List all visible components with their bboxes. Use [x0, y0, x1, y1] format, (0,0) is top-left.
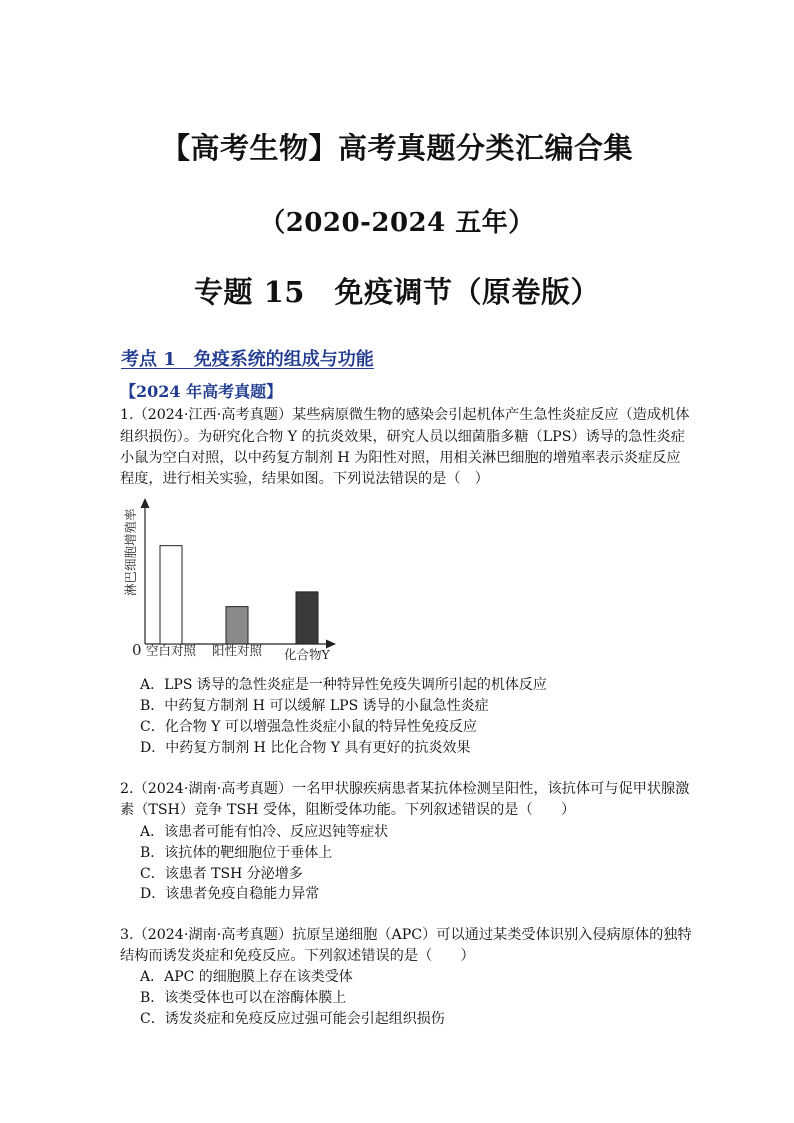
question-2-option-b: B．该抗体的靶细胞位于垂体上 [140, 845, 333, 861]
question-2-line-2: 素（TSH）竞争 TSH 受体，阻断受体功能。下列叙述错误的是（ ） [120, 802, 576, 818]
y-axis-arrow [141, 498, 150, 508]
bar-3 [296, 592, 318, 644]
y-axis-label: 淋巴细胞增殖率 [123, 508, 138, 596]
document-title: 【高考生物】高考真题分类汇编合集 [160, 131, 633, 165]
category-label-3: 化合物Y [284, 647, 330, 662]
category-label-2: 阳性对照 [212, 643, 263, 658]
question-1-option-b: B．中药复方制剂 H 可以缓解 LPS 诱导的小鼠急性炎症 [140, 698, 489, 714]
origin-label: 0 [132, 641, 142, 659]
question-1-option-c: C．化合物 Y 可以增强急性炎症小鼠的特异性免疫反应 [140, 719, 477, 735]
question-3-line-1: 3.（2024·湖南·高考真题）抗原呈递细胞（APC）可以通过某类受体识别入侵病原体的独特 [120, 927, 692, 943]
document-year-range: （2020-2024 五年） [259, 208, 535, 238]
question-2-option-a: A．该患者可能有怕冷、反应迟钝等症状 [140, 824, 389, 840]
question-1-option-a: A．LPS 诱导的急性炎症是一种特异性免疫失调所引起的机体反应 [140, 677, 547, 693]
bar-2 [226, 607, 248, 644]
category-label-1: 空白对照 [146, 643, 197, 658]
question-2-option-c: C．该患者 TSH 分泌增多 [140, 866, 303, 882]
question-3-line-2: 结构而诱发炎症和免疫反应。下列叙述错误的是（ ） [120, 948, 475, 964]
topic-title: 专题 15 免疫调节（原卷版） [194, 275, 600, 309]
question-2-option-d: D．该患者免疫自稳能力异常 [140, 886, 320, 902]
question-1-line-3: 小鼠为空白对照，以中药复方制剂 H 为阳性对照，用相关淋巴细胞的增殖率表示炎症反应 [120, 450, 681, 466]
section-heading: 考点 1 免疫系统的组成与功能 [121, 349, 374, 370]
question-1-option-d: D．中药复方制剂 H 比化合物 Y 具有更好的抗炎效果 [140, 740, 471, 756]
lymphocyte-proliferation-chart [118, 494, 348, 666]
question-1-line-4: 程度，进行相关实验，结果如图。下列说法错误的是（ ） [120, 471, 489, 487]
question-3-option-c: C．诱发炎症和免疫反应过强可能会引起组织损伤 [140, 1011, 445, 1027]
question-3-option-a: A．APC 的细胞膜上存在该类受体 [140, 969, 353, 985]
bar-1 [160, 546, 182, 644]
question-3-option-b: B．该类受体也可以在溶酶体膜上 [140, 990, 347, 1006]
question-1-line-2: 组织损伤）。为研究化合物 Y 的抗炎效果，研究人员以细菌脂多糖（LPS）诱导的急性炎症 [120, 429, 685, 445]
question-2-line-1: 2.（2024·湖南·高考真题）一名甲状腺疾病患者某抗体检测呈阳性，该抗体可与促甲状腺激 [120, 781, 690, 797]
question-1-line-1: 1.（2024·江西·高考真题）某些病原微生物的感染会引起机体产生急性炎症反应（造成机体 [120, 407, 690, 423]
year-subheading: 【2024 年高考真题】 [120, 382, 283, 401]
